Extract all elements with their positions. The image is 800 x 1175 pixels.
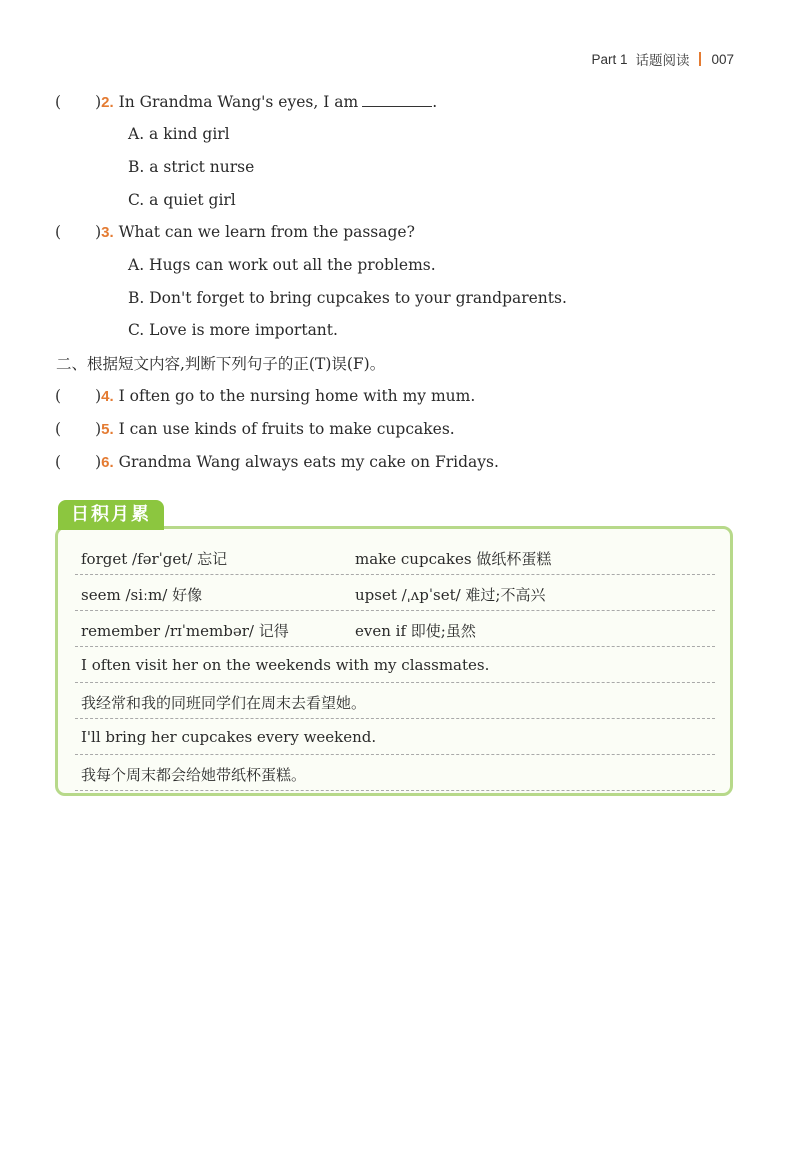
question-number: 5. (101, 421, 114, 438)
vocab-word: seem /siːm/ 好像 (81, 586, 203, 604)
part-label: Part 1 (591, 51, 628, 67)
question-4 (55, 386, 475, 407)
question-number: 4. (101, 388, 114, 405)
vocab-word: make cupcakes 做纸杯蛋糕 (355, 550, 552, 568)
vocab-row (75, 575, 715, 611)
question-2 (55, 91, 437, 113)
vocab-list (75, 539, 715, 791)
question-text: In Grandma Wang's eyes, I am (118, 93, 359, 111)
answer-paren-close: ) (95, 453, 102, 471)
question-5 (55, 419, 455, 440)
answer-paren-close: ) (95, 93, 102, 111)
question-text: I often go to the nursing home with my mum. (118, 387, 476, 405)
vocab-row (75, 539, 715, 575)
vocab-word: upset /ˌʌpˈset/ 难过;不高兴 (355, 586, 546, 604)
question-number: 3. (101, 224, 114, 241)
answer-blank[interactable] (362, 91, 432, 107)
sentence-text: 我每个周末都会给她带纸杯蛋糕。 (81, 766, 307, 784)
vocab-title-tab: 日积月累 (58, 500, 164, 530)
vocab-row (75, 611, 715, 647)
question-end-punct: . (432, 93, 438, 111)
answer-paren-close: ) (95, 420, 102, 438)
question-3 (55, 222, 415, 243)
question-text: I can use kinds of fruits to make cupcakes. (118, 420, 455, 438)
sentence-text: I often visit her on the weekends with my classmates. (81, 656, 490, 674)
vocab-sentence (75, 683, 715, 719)
section-label: 话题阅读 (635, 53, 690, 68)
page-number: 007 (711, 51, 734, 67)
vocab-word: remember /rɪˈmembər/ 记得 (81, 622, 289, 640)
option-3b: B. Don't forget to bring cupcakes to your grandparents. (128, 289, 567, 307)
vocab-word: even if 即使;虽然 (355, 622, 476, 640)
answer-paren-open: ( (55, 453, 62, 471)
question-number: 6. (101, 454, 114, 471)
sentence-text: 我经常和我的同班同学们在周末去看望她。 (81, 694, 367, 712)
answer-paren-open: ( (55, 93, 62, 111)
question-number: 2. (101, 94, 114, 111)
answer-paren-open: ( (55, 420, 62, 438)
page-header (591, 49, 734, 69)
vocab-word: forget /fərˈget/ 忘记 (81, 550, 228, 568)
sentence-text: I'll bring her cupcakes every weekend. (81, 728, 377, 746)
vocab-sentence (75, 647, 715, 683)
option-3a: A. Hugs can work out all the problems. (128, 256, 436, 274)
vocab-sentence (75, 755, 715, 791)
header-divider (699, 52, 701, 66)
vocab-box (55, 526, 733, 796)
option-2b: B. a strict nurse (128, 158, 255, 176)
option-2a: A. a kind girl (128, 125, 230, 143)
vocab-sentence (75, 719, 715, 755)
answer-paren-open: ( (55, 223, 62, 241)
option-2c: C. a quiet girl (128, 191, 236, 209)
answer-paren-close: ) (95, 387, 102, 405)
question-6 (55, 452, 499, 473)
section-two-heading: 二、根据短文内容,判断下列句子的正(T)误(F)。 (56, 355, 386, 373)
question-text: What can we learn from the passage? (118, 223, 415, 241)
option-3c: C. Love is more important. (128, 321, 338, 339)
question-text: Grandma Wang always eats my cake on Fridays. (118, 453, 499, 471)
answer-paren-close: ) (95, 223, 102, 241)
answer-paren-open: ( (55, 387, 62, 405)
